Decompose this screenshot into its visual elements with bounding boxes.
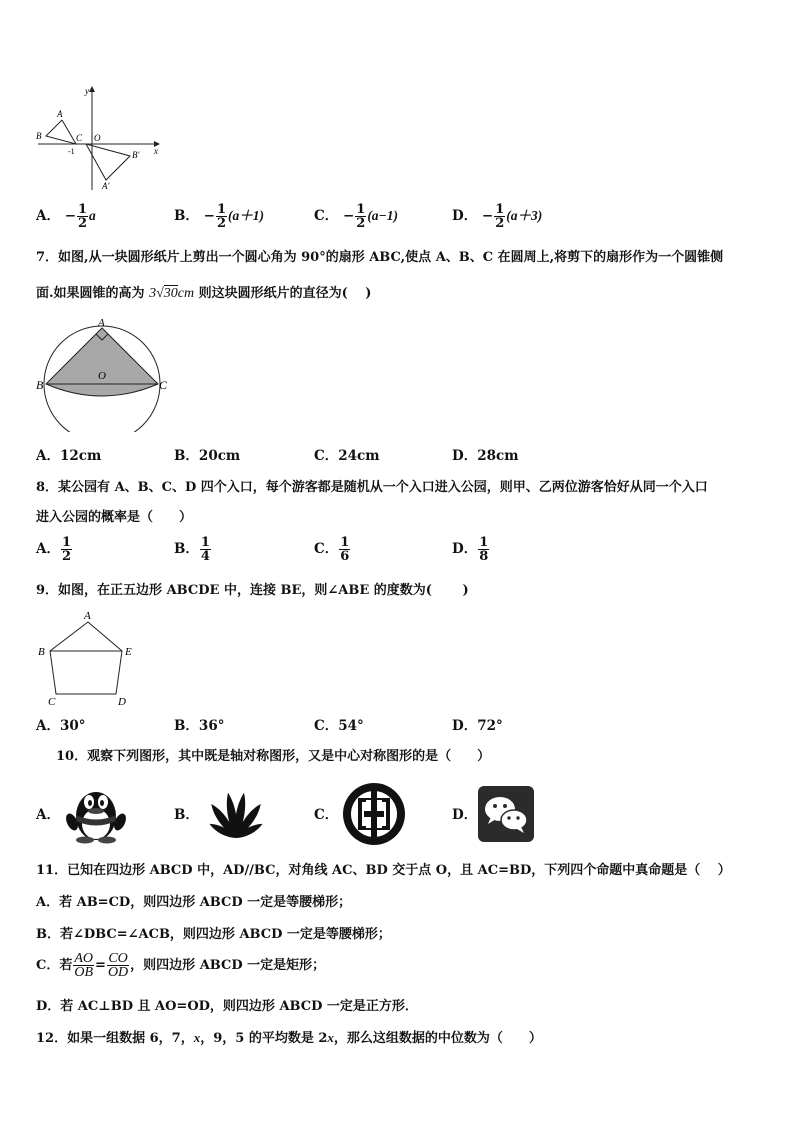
fig9-label-A: A <box>84 610 91 622</box>
q6-option-b-letter: B． <box>174 208 199 224</box>
q9-option-b-text: 36° <box>198 718 225 734</box>
q6-option-c-tail: (a−1) <box>367 208 398 223</box>
q8-option-a-fraction <box>61 536 72 563</box>
q7-height-unit: cm <box>177 286 195 301</box>
q9-pentagon-figure <box>34 608 144 708</box>
q7-circle-sector-figure <box>34 316 170 432</box>
q7-option-c <box>314 447 380 465</box>
q8-option-b-fraction <box>200 536 211 563</box>
q9-option-b <box>174 717 224 735</box>
q6-option-c-sign: − <box>342 208 355 224</box>
fig6-label-C: C <box>76 133 83 143</box>
q9-option-a <box>36 717 86 735</box>
q12-stem-mid: ，9，5 的平均数是 2 <box>200 1031 328 1046</box>
q7-option-a <box>36 447 101 465</box>
q11-option-c-pre: C．若 <box>36 958 73 973</box>
q10-option-a-letter: A． <box>36 807 60 823</box>
q8-option-c-fraction <box>339 536 350 563</box>
q7-height-expression <box>149 285 194 301</box>
q9-option-b-letter: B． <box>174 718 199 734</box>
q8-option-a-num: 1 <box>61 535 72 550</box>
q6-option-a-letter: A． <box>36 208 60 224</box>
q8-stem-line1: 8．某公园有 A、B、C、D 四个入口，每个游客都是随机从一个入口进入公园，则甲、乙两位游客恰好从同一个入口 <box>36 480 708 495</box>
q6-option-c-den: 2 <box>356 216 366 231</box>
q7-height-coef: 3 <box>149 286 157 301</box>
q6-option-c-fraction <box>355 203 366 230</box>
q6-option-b <box>174 203 264 230</box>
q6-option-a-sign: − <box>64 208 76 224</box>
q6-option-b-sign: − <box>203 208 215 224</box>
fig6-label-y: y <box>85 86 89 96</box>
q9-option-a-letter: A． <box>36 718 60 734</box>
q7-option-d-letter: D． <box>452 448 478 464</box>
q8-option-d-num: 1 <box>479 535 489 550</box>
q7-option-d-text: 28cm <box>477 448 519 464</box>
q6-option-d-num: 1 <box>495 202 505 217</box>
q7-option-a-letter: A． <box>36 448 60 464</box>
q6-option-a <box>36 203 96 230</box>
q6-option-a-den: 2 <box>78 216 88 231</box>
q11-option-c-fraction2 <box>107 952 129 979</box>
icbc-logo-icon <box>340 780 408 848</box>
q8-option-b <box>174 536 212 563</box>
fig6-label-Ap: A' <box>102 181 110 191</box>
q7-sqrt-sign: √ <box>156 286 164 301</box>
fig9-label-D: D <box>118 696 126 708</box>
q10-option-d-letter: D． <box>452 807 478 823</box>
q8-option-c <box>314 536 351 563</box>
q12-stem-pre: 12．如果一组数据 6，7， <box>36 1031 194 1046</box>
q9-option-d <box>452 717 503 735</box>
fig7-label-O: O <box>98 370 106 382</box>
q9-option-c-letter: C． <box>314 718 339 734</box>
q8-option-d-fraction <box>478 536 489 563</box>
q7-stem-line2 <box>36 285 371 303</box>
q11-option-c-f1-den: OB <box>74 965 94 980</box>
q11-option-c <box>36 952 325 979</box>
q8-option-d-letter: D． <box>452 541 478 557</box>
q6-option-c-letter: C． <box>314 208 339 224</box>
qq-penguin-icon <box>64 782 128 844</box>
huawei-logo-icon <box>204 786 268 842</box>
q7-height-radicand: 30 <box>163 286 178 301</box>
q11-option-c-f2-den: OD <box>107 965 129 980</box>
q6-option-c <box>314 203 398 230</box>
fig6-label-neg1: -1 <box>68 147 75 156</box>
fig9-label-B: B <box>38 646 45 658</box>
q12-stem-line1 <box>36 1029 542 1048</box>
fig6-label-A: A <box>57 109 63 119</box>
q10-option-c-letter: C． <box>314 807 339 823</box>
q8-option-c-num: 1 <box>340 535 350 550</box>
q11-option-c-fraction1 <box>73 952 94 979</box>
fig7-label-C: C <box>159 378 168 392</box>
q6-coordinate-figure <box>34 84 164 194</box>
q9-option-d-text: 72° <box>477 718 503 734</box>
q9-stem-line1: 9．如图，在正五边形 ABCDE 中，连接 BE，则∠ABE 的度数为( ) <box>36 583 469 598</box>
q7-option-a-text: 12cm <box>59 448 102 464</box>
q8-option-b-num: 1 <box>200 535 210 550</box>
q8-option-d-den: 8 <box>479 549 489 564</box>
q12-stem-x1: x <box>193 1030 201 1045</box>
q11-option-a: A．若 AB=CD，则四边形 ABCD 一定是等腰梯形； <box>36 895 352 910</box>
q8-option-c-letter: C． <box>314 541 339 557</box>
q6-option-a-num: 1 <box>78 202 88 217</box>
q7-option-c-text: 24cm <box>338 448 380 464</box>
q9-option-a-text: 30° <box>59 718 86 734</box>
q7-stem-line2-post: 则这块圆形纸片的直径为( ) <box>198 286 372 301</box>
q6-option-b-den: 2 <box>216 216 226 231</box>
q11-option-c-post: ，则四边形 ABCD 一定是矩形； <box>130 958 326 973</box>
fig9-label-C: C <box>48 696 56 708</box>
fig6-label-B: B <box>36 131 42 141</box>
q12-stem-x2: x <box>327 1030 334 1045</box>
q7-stem-line2-pre: 面.如果圆锥的高为 <box>36 286 145 301</box>
q7-option-c-letter: C． <box>314 448 339 464</box>
q6-option-c-num: 1 <box>356 202 366 217</box>
q12-stem-post: ，那么这组数据的中位数为（ ） <box>333 1031 542 1046</box>
q10-option-b-letter: B． <box>174 807 199 823</box>
q11-stem-line1: 11．已知在四边形 ABCD 中，AD//BC，对角线 AC、BD 交于点 O，且 AC=BD，下列四个命题中真命题是（ ） <box>36 863 731 878</box>
fig6-label-O: O <box>94 133 101 143</box>
q6-option-d <box>452 203 542 230</box>
q9-option-c-text: 54° <box>338 718 364 734</box>
fig7-label-A: A <box>98 317 105 329</box>
q11-option-d: D．若 AC⊥BD 且 AO=OD，则四边形 ABCD 一定是正方形． <box>36 999 418 1014</box>
q6-option-d-sign: − <box>481 208 494 224</box>
q6-option-b-fraction <box>216 203 227 230</box>
q9-option-c <box>314 717 364 735</box>
q8-option-a-letter: A． <box>36 541 60 557</box>
q6-option-d-fraction <box>494 203 505 230</box>
q6-option-b-tail: (a＋1) <box>227 208 264 223</box>
q7-option-b <box>174 447 240 465</box>
q8-option-a <box>36 536 73 563</box>
q8-option-b-letter: B． <box>174 541 199 557</box>
wechat-logo-icon <box>478 786 534 842</box>
q7-option-b-text: 20cm <box>198 448 241 464</box>
q11-option-b: B．若∠DBC=∠ACB，则四边形 ABCD 一定是等腰梯形； <box>36 927 391 942</box>
q8-option-c-den: 6 <box>340 549 350 564</box>
q9-option-d-letter: D． <box>452 718 478 734</box>
fig7-label-B: B <box>36 378 44 392</box>
q11-option-c-f2-num: CO <box>108 951 128 966</box>
q8-option-b-den: 4 <box>200 549 210 564</box>
q10-stem-line1: 10．观察下列图形，其中既是轴对称图形，又是中心对称图形的是（ ） <box>56 749 491 764</box>
q6-option-d-letter: D． <box>452 208 478 224</box>
q6-option-a-tail: a <box>89 208 96 223</box>
q7-option-b-letter: B． <box>174 448 199 464</box>
fig9-label-E: E <box>125 646 132 658</box>
q11-option-c-eq: = <box>95 958 106 973</box>
q8-stem-line2: 进入公园的概率是（ ） <box>36 510 193 525</box>
q11-option-c-f1-num: AO <box>74 951 94 966</box>
fig6-label-x: x <box>154 146 158 156</box>
fig6-label-Bp: B' <box>132 150 140 160</box>
q7-option-d <box>452 447 519 465</box>
q6-option-b-num: 1 <box>216 202 226 217</box>
q7-stem-line1: 7．如图,从一块圆形纸片上剪出一个圆心角为 90°的扇形 ABC,使点 A、B、C 在圆周上,将剪下的扇形作为一个圆锥侧 <box>36 250 724 265</box>
q8-option-d <box>452 536 490 563</box>
q6-option-d-tail: (a＋3) <box>506 208 543 223</box>
q8-option-a-den: 2 <box>61 549 72 564</box>
q6-option-a-fraction <box>77 203 88 230</box>
q6-option-d-den: 2 <box>495 216 505 231</box>
